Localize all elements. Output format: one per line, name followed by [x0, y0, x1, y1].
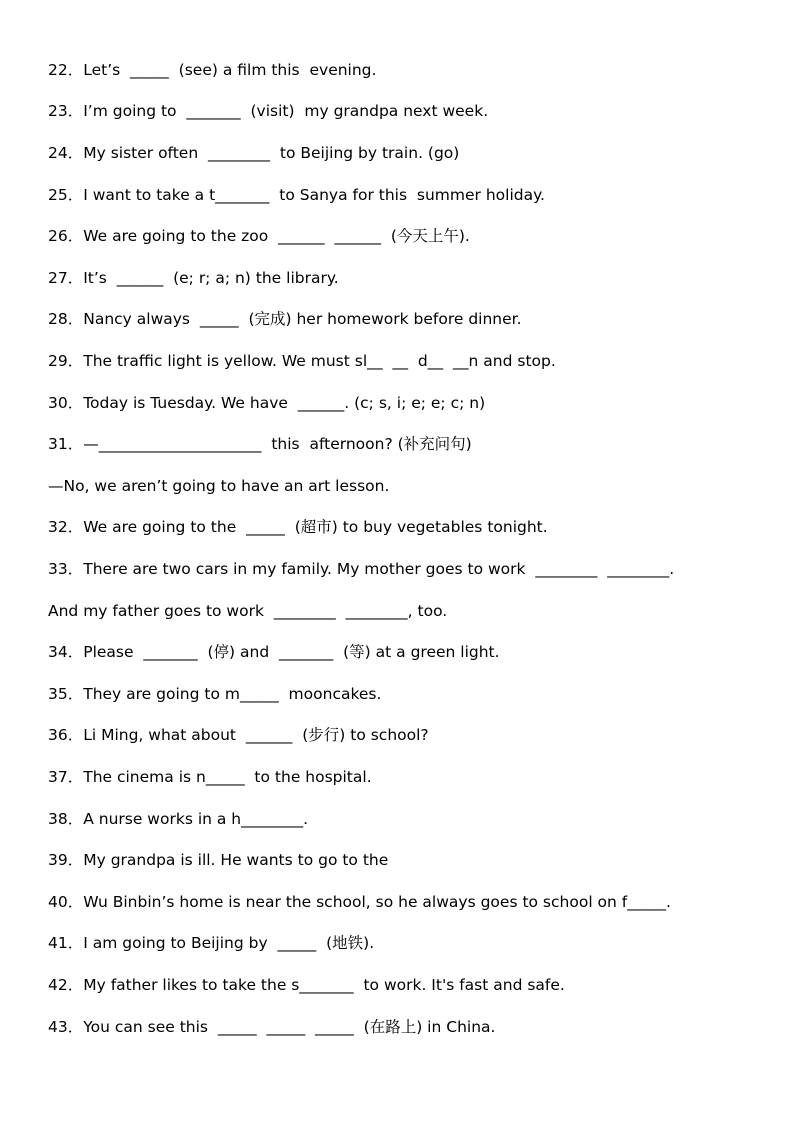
- question-28: 28．Nancy always _____ (完成) her homework before dinner.: [48, 310, 522, 328]
- question-43: 43．You can see this _____ _____ _____ (在路上) in China.: [48, 1018, 496, 1036]
- question-27: 27．It’s ______ (e; r; a; n) the library.: [48, 269, 339, 287]
- question-33: 33．There are two cars in my family. My mother goes to work ________ ________.: [48, 560, 675, 578]
- question-25: 25．I want to take a t_______ to Sanya for this summer holiday.: [48, 186, 545, 204]
- question-41: 41．I am going to Beijing by _____ (地铁).: [48, 934, 375, 952]
- question-23: 23．I’m going to _______ (visit) my grandpa next week.: [48, 102, 489, 120]
- question-38: 38．A nurse works in a h________.: [48, 810, 309, 828]
- question-32: 32．We are going to the _____ (超市) to buy vegetables tonight.: [48, 518, 548, 536]
- question-39: 39．My grandpa is ill. He wants to go to the: [48, 851, 389, 869]
- question-26: 26．We are going to the zoo ______ ______ (今天上午).: [48, 227, 470, 245]
- question-24: 24．My sister often ________ to Beijing by train. (go): [48, 144, 460, 162]
- question-31-answer: —No, we aren’t going to have an art lesson.: [48, 477, 390, 495]
- question-36: 36．Li Ming, what about ______ (步行) to school?: [48, 726, 429, 744]
- question-31: 31．—_____________________ this afternoon? (补充问句): [48, 435, 472, 453]
- question-22: 22．Let’s _____ (see) a film this evening.: [48, 61, 377, 79]
- question-42: 42．My father likes to take the s_______ to work. It's fast and safe.: [48, 976, 565, 994]
- question-29: 29．The traffic light is yellow. We must sl__ __ d__ __n and stop.: [48, 352, 556, 370]
- question-30: 30．Today is Tuesday. We have ______. (c; s, i; e; e; c; n): [48, 394, 486, 412]
- question-35: 35．They are going to m_____ mooncakes.: [48, 685, 382, 703]
- question-40: 40．Wu Binbin’s home is near the school, so he always goes to school on f_____.: [48, 893, 671, 911]
- question-34: 34．Please _______ (停) and _______ (等) at a green light.: [48, 643, 500, 661]
- question-33-continued: And my father goes to work ________ ________, too.: [48, 602, 448, 620]
- question-37: 37．The cinema is n_____ to the hospital.: [48, 768, 372, 786]
